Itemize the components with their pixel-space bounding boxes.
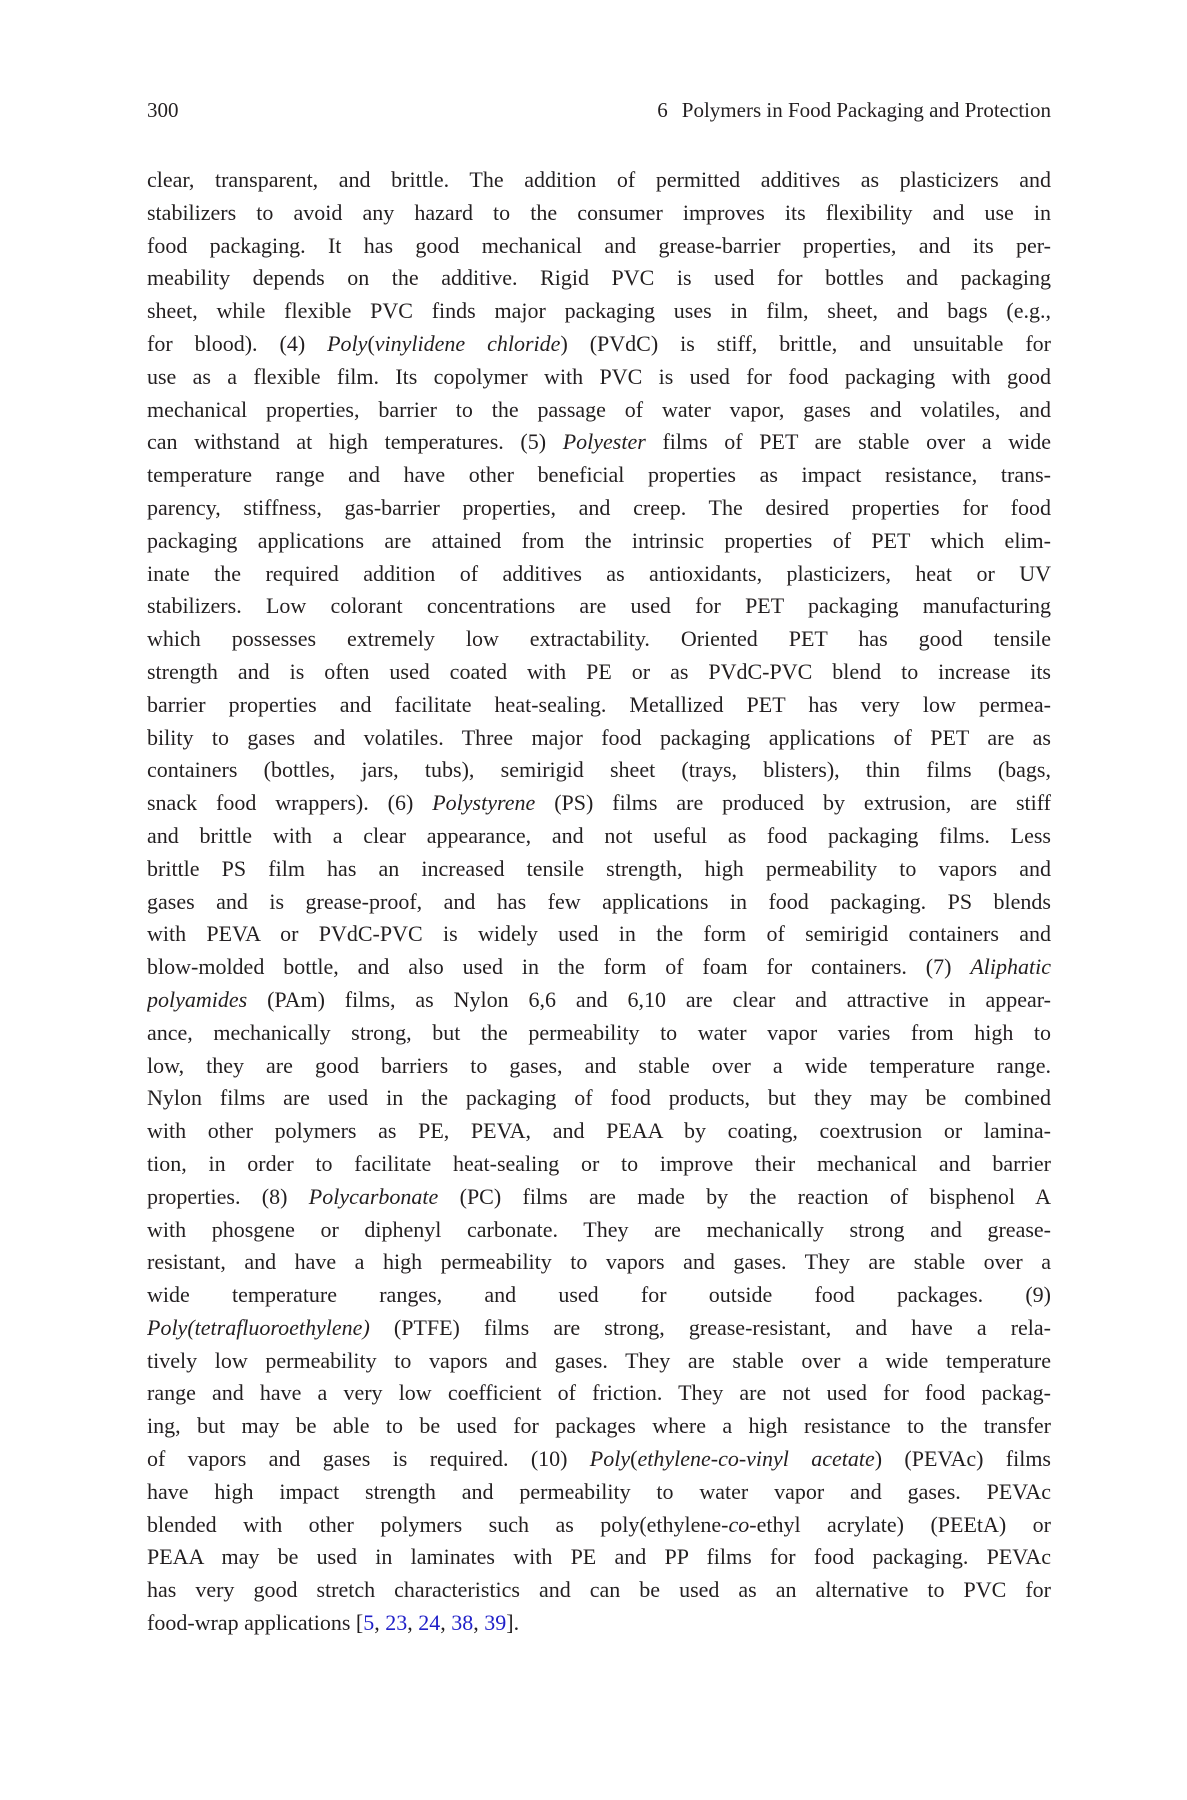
text-run: ,	[440, 1610, 452, 1636]
text-line	[147, 361, 1051, 394]
page-number: 300	[147, 98, 179, 122]
text-run: bility to gases and volatiles. Three major food packaging applications of PET are as	[147, 724, 1051, 750]
text-run: low, they are good barriers to gases, and stable over a wide temperature range.	[147, 1052, 1051, 1078]
text-run: tion, in order to facilitate heat-sealing or to improve their mechanical and barrier	[147, 1150, 1051, 1176]
text-line	[147, 984, 1051, 1017]
text-line	[147, 1017, 1051, 1050]
text-run: (PAm) films, as Nylon 6,6 and 6,10 are clear and attractive in appear-	[247, 986, 1051, 1012]
text-line	[147, 295, 1051, 328]
text-line	[147, 951, 1051, 984]
citation-link[interactable]: 23	[385, 1610, 408, 1636]
citation-link[interactable]: 38	[451, 1610, 474, 1636]
text-run: food-wrap applications [	[147, 1610, 364, 1636]
text-run: for blood). (4)	[147, 330, 328, 356]
text-run: use as a flexible film. Its copolymer with PVC is used for food packaging with good	[147, 363, 1051, 389]
text-run: stabilizers. Low colorant concentrations are used for PET packaging manufacturing	[147, 593, 1051, 619]
text-line	[147, 426, 1051, 459]
italic-term: Polycarbonate	[308, 1183, 439, 1209]
text-line	[147, 328, 1051, 361]
text-line	[147, 197, 1051, 230]
text-run: ].	[506, 1610, 520, 1636]
text-run: ,	[407, 1610, 419, 1636]
text-run: mechanical properties, barrier to the passage of water vapor, gases and volatiles, and	[147, 396, 1051, 422]
italic-term: vinylidene chloride	[374, 330, 561, 356]
citation-link[interactable]: 5	[363, 1610, 375, 1636]
text-run: (	[630, 1446, 638, 1472]
text-run: (PC) films are made by the reaction of bisphenol A	[438, 1183, 1051, 1209]
text-line	[147, 820, 1051, 853]
text-line	[147, 886, 1051, 919]
text-line	[147, 1312, 1051, 1345]
text-line	[147, 1607, 1051, 1640]
text-run: stabilizers to avoid any hazard to the consumer improves its flexibility and use in	[147, 199, 1051, 225]
italic-term: Poly	[589, 1446, 631, 1472]
text-line	[147, 1148, 1051, 1181]
italic-term: Polyester	[562, 429, 646, 455]
text-line	[147, 1541, 1051, 1574]
text-line	[147, 689, 1051, 722]
text-line	[147, 853, 1051, 886]
text-run: barrier properties and facilitate heat-sealing. Metallized PET has very low permea-	[147, 691, 1051, 717]
text-run: meability depends on the additive. Rigid PVC is used for bottles and packaging	[147, 265, 1051, 291]
text-run: blended with other polymers such as poly(ethylene-	[147, 1511, 729, 1537]
text-run: sheet, while flexible PVC finds major packaging uses in film, sheet, and bags (e.g.,	[147, 298, 1051, 324]
text-run: gases and is grease-proof, and has few applications in food packaging. PS blends	[147, 888, 1051, 914]
text-run: resistant, and have a high permeability to vapors and gases. They are stable over a	[147, 1249, 1051, 1275]
text-line	[147, 558, 1051, 591]
text-run: with phosgene or diphenyl carbonate. They are mechanically strong and grease-	[147, 1216, 1051, 1242]
text-run: tively low permeability to vapors and gases. They are stable over a wide temperature	[147, 1347, 1051, 1373]
text-run: has very good stretch characteristics and can be used as an alternative to PVC for	[147, 1577, 1051, 1603]
italic-term: Poly	[327, 330, 368, 356]
text-run: (PTFE) films are strong, grease-resistant, and have a rela-	[369, 1314, 1051, 1340]
text-line	[147, 1410, 1051, 1443]
text-run: Nylon films are used in the packaging of food products, but they may be combined	[147, 1085, 1051, 1111]
text-run: food packaging. It has good mechanical and grease-barrier properties, and its per-	[147, 232, 1051, 258]
text-line	[147, 1082, 1051, 1115]
text-run: ance, mechanically strong, but the permeability to water vapor varies from high to	[147, 1019, 1051, 1045]
text-line	[147, 394, 1051, 427]
text-run: and brittle with a clear appearance, and not useful as food packaging films. Less	[147, 822, 1051, 848]
italic-term: ethylene-co-vinyl acetate	[637, 1446, 875, 1472]
text-run: snack food wrappers). (6)	[147, 790, 433, 816]
citation-link[interactable]: 39	[484, 1610, 507, 1636]
text-line	[147, 164, 1051, 197]
text-run: with other polymers as PE, PEVA, and PEAA by coating, coextrusion or lamina-	[147, 1118, 1051, 1144]
text-run: -ethyl acrylate) (PEEtA) or	[749, 1511, 1051, 1537]
text-line	[147, 1115, 1051, 1148]
text-run: strength and is often used coated with PE or as PVdC-PVC blend to increase its	[147, 658, 1051, 684]
text-run: temperature range and have other beneficial properties as impact resistance, trans-	[147, 462, 1051, 488]
text-line	[147, 1181, 1051, 1214]
text-line	[147, 590, 1051, 623]
text-run: ,	[473, 1610, 485, 1636]
text-line	[147, 1214, 1051, 1247]
text-line	[147, 1574, 1051, 1607]
text-run: containers (bottles, jars, tubs), semirigid sheet (trays, blisters), thin films (bags,	[147, 757, 1051, 783]
text-run: ) (PEVAc) films	[874, 1446, 1051, 1472]
text-line	[147, 722, 1051, 755]
text-line	[147, 656, 1051, 689]
text-line	[147, 1246, 1051, 1279]
text-line	[147, 492, 1051, 525]
text-run: wide temperature ranges, and used for outside food packages. (9)	[147, 1282, 1051, 1308]
italic-term: Polystyrene	[432, 790, 536, 816]
text-run: with PEVA or PVdC-PVC is widely used in the form of semirigid containers and	[147, 921, 1051, 947]
text-line	[147, 1345, 1051, 1378]
text-run: PEAA may be used in laminates with PE and PP films for food packaging. PEVAc	[147, 1544, 1051, 1570]
citation-link[interactable]: 24	[418, 1610, 441, 1636]
text-run: ) (PVdC) is stiff, brittle, and unsuitable for	[560, 330, 1051, 356]
running-header	[147, 94, 1051, 127]
text-line	[147, 459, 1051, 492]
text-line	[147, 1509, 1051, 1542]
text-line	[147, 1279, 1051, 1312]
text-line	[147, 1443, 1051, 1476]
text-run: ing, but may be able to be used for packages where a high resistance to the transfer	[147, 1413, 1051, 1439]
chapter-number: 6	[657, 98, 668, 122]
text-run: blow-molded bottle, and also used in the form of foam for containers. (7)	[147, 954, 971, 980]
text-run: ,	[374, 1610, 386, 1636]
italic-term: polyamides	[147, 986, 248, 1012]
text-run: (PS) films are produced by extrusion, are stiff	[535, 790, 1051, 816]
italic-term: Poly(tetrafluoroethylene)	[147, 1314, 370, 1340]
text-line	[147, 1476, 1051, 1509]
text-line	[147, 1377, 1051, 1410]
text-run: can withstand at high temperatures. (5)	[147, 429, 563, 455]
text-run: (	[367, 330, 375, 356]
text-line	[147, 787, 1051, 820]
text-run: parency, stiffness, gas-barrier properties, and creep. The desired properties for food	[147, 494, 1051, 520]
text-run: have high impact strength and permeability to water vapor and gases. PEVAc	[147, 1478, 1051, 1504]
text-line	[147, 230, 1051, 263]
text-run: brittle PS film has an increased tensile strength, high permeability to vapors and	[147, 855, 1051, 881]
body-paragraph	[147, 164, 1051, 1640]
text-line	[147, 754, 1051, 787]
italic-term: Aliphatic	[970, 954, 1051, 980]
text-line	[147, 525, 1051, 558]
text-run: of vapors and gases is required. (10)	[147, 1446, 590, 1472]
text-run: properties. (8)	[147, 1183, 309, 1209]
text-run: films of PET are stable over a wide	[645, 429, 1051, 455]
running-head	[657, 94, 1051, 127]
text-run: packaging applications are attained from the intrinsic properties of PET which elim-	[147, 527, 1051, 553]
chapter-title: Polymers in Food Packaging and Protection	[681, 98, 1051, 122]
text-run: which possesses extremely low extractability. Oriented PET has good tensile	[147, 626, 1051, 652]
text-line	[147, 623, 1051, 656]
text-line	[147, 918, 1051, 951]
text-line	[147, 262, 1051, 295]
text-line	[147, 1050, 1051, 1083]
text-run: inate the required addition of additives as antioxidants, plasticizers, heat or UV	[147, 560, 1051, 586]
text-run: range and have a very low coefficient of friction. They are not used for food packag-	[147, 1380, 1051, 1406]
italic-term: co	[728, 1511, 750, 1537]
text-run: clear, transparent, and brittle. The addition of permitted additives as plasticizers and	[147, 167, 1051, 192]
